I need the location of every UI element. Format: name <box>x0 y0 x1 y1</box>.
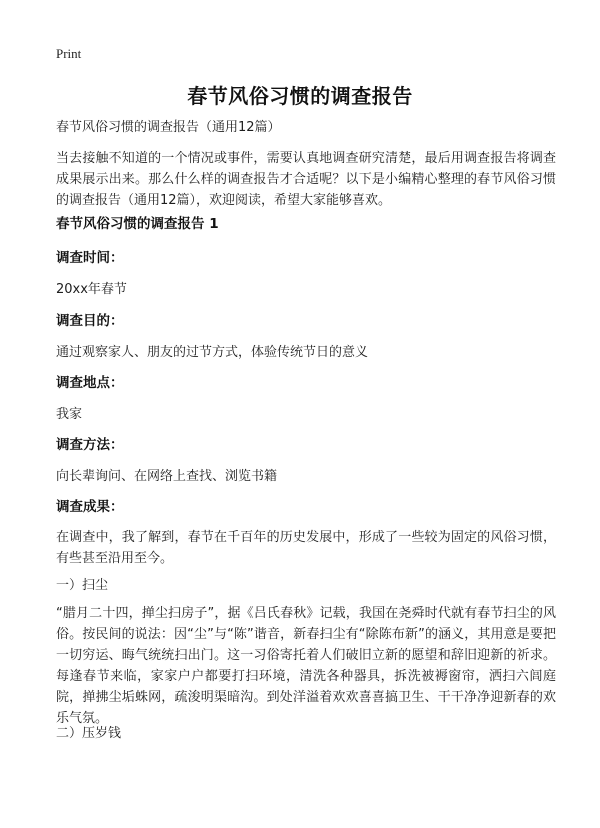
sweeping-paragraph: “腊月二十四，掸尘扫房子”，据《吕氏春秋》记载，我国在尧舜时代就有春节扫尘的风俗。按民间的说法：因“尘”与“陈”谐音，新春扫尘有“除陈布新”的涵义，其用意是要把一切穷运、晦气统统扫出门。这一习俗寄托着人们破旧立新的愿望和辞旧迎新的祈求。每逢春节来临，家家户户都要打扫环境，清洗各种器具，拆洗被褥窗帘，洒扫六闾庭院，掸拂尘垢蛛网，疏浚明渠暗沟。到处洋溢着欢欢喜喜搞卫生、干干净净迎新春的欢乐气氛。 <box>56 606 556 726</box>
page-title: 春节风俗习惯的调查报告 <box>187 84 413 108</box>
subsection-title-lucky-money: 二）压岁钱 <box>56 726 122 741</box>
intro-paragraph: 当去接触不知道的一个情况或事件，需要认真地调查研究清楚，最后用调查报告将调查成果展示出来。那么什么样的调查报告才合适呢？以下是小编精心整理的春节风俗习惯的调查报告（通用12篇），欢迎阅读，希望大家能够喜欢。 <box>56 151 556 208</box>
method-value: 向长辈询问、在网络上查找、浏览书籍 <box>56 469 278 484</box>
time-label: 调查时间： <box>56 250 124 266</box>
result-label: 调查成果： <box>56 499 124 515</box>
print-link[interactable]: Print <box>56 46 82 61</box>
section-title: 春节风俗习惯的调查报告 1 <box>56 216 219 232</box>
purpose-label: 调查目的： <box>56 313 124 329</box>
subsection-title-sweeping: 一）扫尘 <box>56 578 109 593</box>
subtitle: 春节风俗习惯的调查报告（通用12篇） <box>56 120 281 135</box>
method-label: 调查方法： <box>56 437 124 453</box>
place-value: 我家 <box>56 407 83 422</box>
time-value: 20xx年春节 <box>56 282 127 297</box>
result-paragraph: 在调查中，我了解到，春节在千百年的历史发展中，形成了一些较为固定的风俗习惯，有些甚至沿用至今。 <box>56 530 556 566</box>
place-label: 调查地点： <box>56 375 124 391</box>
purpose-value: 通过观察家人、朋友的过节方式，体验传统节日的意义 <box>56 345 369 360</box>
